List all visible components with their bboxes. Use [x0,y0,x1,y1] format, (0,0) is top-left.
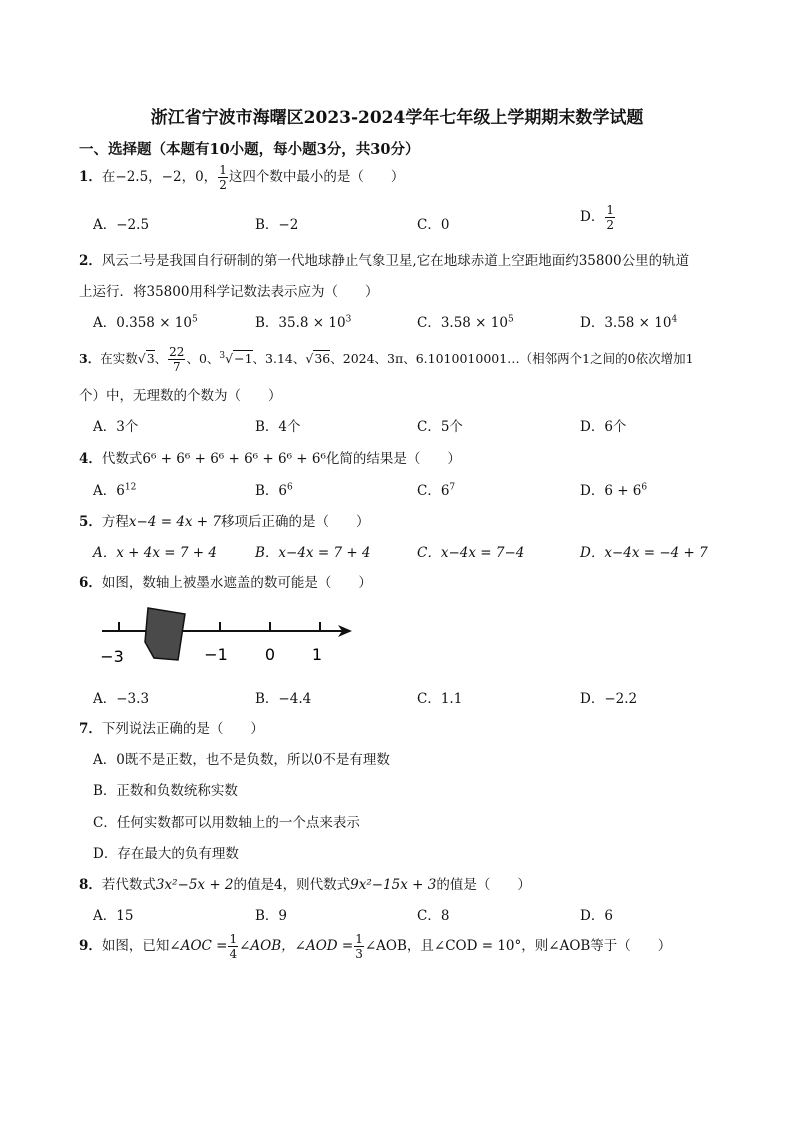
section-heading: 一、选择题（本题有10小题，每小题3分，共30分） [79,141,420,158]
numerator: 1 [219,163,227,177]
question-2-line2: 上运行．将35800用科学记数法表示应为（ ） [79,284,379,300]
question-9 [79,933,671,960]
question-text: 在−2.5，−2，0， [101,169,218,185]
question-number: 4． [79,451,102,467]
math-expression: 3x²−5x + 2 [155,877,234,893]
option-a[interactable] [93,479,136,499]
radicand: 36 [314,351,331,366]
option-text: B．35.8 × 10 [255,315,346,331]
root-index: 3 [219,350,226,361]
option-b[interactable]: B．4个 [255,419,301,435]
question-text: 、2024、3π、6.1010010001…（相邻两个1之间的0依次增加1 [330,351,694,366]
option-text: C．6 [417,483,450,499]
axis-label: 1 [311,645,323,664]
option-a[interactable]: A．0既不是正数，也不是负数，所以0不是有理数 [93,752,390,768]
option-text: D．3.58 × 10 [580,315,672,331]
numerator: 1 [355,932,363,946]
option-c[interactable]: C．5个 [417,419,463,435]
exponent: 6 [641,482,648,493]
separator: 、 [154,351,168,366]
math-expression: x−4 = 4x + 7 [128,514,222,530]
question-2 [79,249,689,269]
question-8 [79,873,531,893]
question-text: 代数式 [101,451,143,467]
math-expression: 6⁶ + 6⁶ + 6⁶ + 6⁶ + 6⁶ + 6⁶ [142,451,326,467]
option-a[interactable] [93,311,198,331]
numerator: 1 [229,932,238,946]
numerator: 1 [606,203,614,217]
fraction [228,933,238,960]
question-3-line2: 个）中，无理数的个数为（ ） [79,388,282,404]
axis-label: −1 [204,645,228,664]
option-d[interactable] [580,311,677,331]
option-c[interactable]: C．0 [417,217,450,233]
option-d[interactable]: D．6 [580,908,613,924]
option-c[interactable] [417,479,455,499]
option-d[interactable] [580,479,647,499]
option-b[interactable]: B．−2 [255,217,299,233]
option-a[interactable]: A．x + 4x = 7 + 4 [93,545,217,561]
question-number: 3． [79,351,101,366]
math-expression: 9x²−15x + 3 [350,877,437,893]
denominator: 4 [229,947,238,961]
question-text: 的值是（ ） [436,877,531,893]
question-7 [79,717,264,737]
question-4 [79,447,461,467]
fraction [218,164,228,191]
fraction [168,346,185,373]
denominator: 2 [606,218,614,232]
option-a[interactable]: A．15 [93,908,134,924]
question-text: 如图，数轴上被墨水遮盖的数可能是（ ） [101,575,372,591]
denominator: 7 [172,360,181,374]
exponent: 5 [191,314,198,325]
option-c[interactable]: C．8 [417,908,450,924]
question-text: 风云二号是我国自行研制的第一代地球静止气象卫星,它在地球赤道上空距地面约35800公里的轨道 [101,253,690,269]
exponent: 12 [124,482,137,493]
exponent: 7 [449,482,456,493]
question-number: 7． [79,721,102,737]
fraction [605,204,615,231]
question-number: 6． [79,575,102,591]
exponent: 4 [671,314,678,325]
axis-label: 0 [264,645,276,664]
option-d[interactable]: D．x−4x = −4 + 7 [580,545,708,561]
option-b[interactable] [255,479,293,499]
question-1 [79,164,404,191]
option-d[interactable] [580,204,616,231]
option-label: D． [580,209,605,225]
question-text: 移项后正确的是（ ） [221,514,370,530]
number-line-figure [90,600,360,670]
question-6 [79,571,372,591]
option-b[interactable]: B．9 [255,908,288,924]
option-text: A．0.358 × 10 [93,315,192,331]
option-d[interactable]: D．存在最大的负有理数 [93,846,239,862]
question-text: 若代数式 [101,877,156,893]
option-a[interactable]: A．3个 [93,419,139,435]
ink-blot [145,608,185,660]
option-c[interactable]: C．x−4x = 7−4 [417,545,525,561]
question-text: ∠AOB，且∠COD = 10°，则∠AOB等于（ ） [364,938,672,954]
option-d[interactable]: D．−2.2 [580,691,638,707]
option-text: B．6 [255,483,288,499]
question-text: 、0、 [186,351,220,366]
option-c[interactable]: C．任何实数都可以用数轴上的一个点来表示 [93,815,360,831]
question-3: 3．在实数√3、 $\frac{22}{7}$ 、0、$^3$√−1、3.14、√36、2024、3π、6.1010010001…（相邻两个1之间的0依次增加1 [79,345,694,374]
option-b[interactable]: B．正数和负数统称实数 [93,783,238,799]
question-number: 9． [79,938,102,954]
fraction [354,933,364,960]
option-text: A．6 [93,483,125,499]
axis-label: −3 [100,647,124,666]
question-number: 5． [79,514,102,530]
option-d[interactable]: D．6个 [580,419,627,435]
question-text: 的值是4，则代数式 [233,877,351,893]
option-b[interactable]: B．x−4x = 7 + 4 [255,545,371,561]
question-text: 如图，已知 [101,938,170,954]
question-number: 1． [79,169,102,185]
question-text: 方程 [101,514,129,530]
question-number: 2． [79,253,102,269]
option-c[interactable]: C．1.1 [417,691,463,707]
exponent: 3 [345,314,352,325]
denominator: 2 [219,178,227,192]
question-number: 8． [79,877,102,893]
question-text: 在实数 [100,351,138,366]
question-text: 化简的结果是（ ） [325,451,461,467]
option-b[interactable]: B．−4.4 [255,691,312,707]
question-text: 下列说法正确的是（ ） [101,721,264,737]
denominator: 3 [355,947,363,961]
exponent: 6 [287,482,293,493]
option-a[interactable]: A．−2.5 [93,217,150,233]
option-text: C．3.58 × 10 [417,315,508,331]
question-text: 这四个数中最小的是（ ） [228,169,405,185]
question-text: 、3.14、 [252,351,306,366]
option-text: D．6 + 6 [580,483,642,499]
math-expression: ∠AOB，∠AOD = [239,938,354,954]
numerator: 22 [169,345,185,359]
radicand: 3 [146,351,155,366]
math-expression: ∠AOC = [169,938,228,954]
exponent: 5 [507,314,514,325]
page-title: 浙江省宁波市海曙区2023-2024学年七年级上学期期末数学试题 [150,108,644,128]
radicand: −1 [234,351,253,366]
option-b[interactable] [255,311,351,331]
option-a[interactable]: A．−3.3 [93,691,150,707]
question-5 [79,510,370,530]
option-c[interactable] [417,311,514,331]
